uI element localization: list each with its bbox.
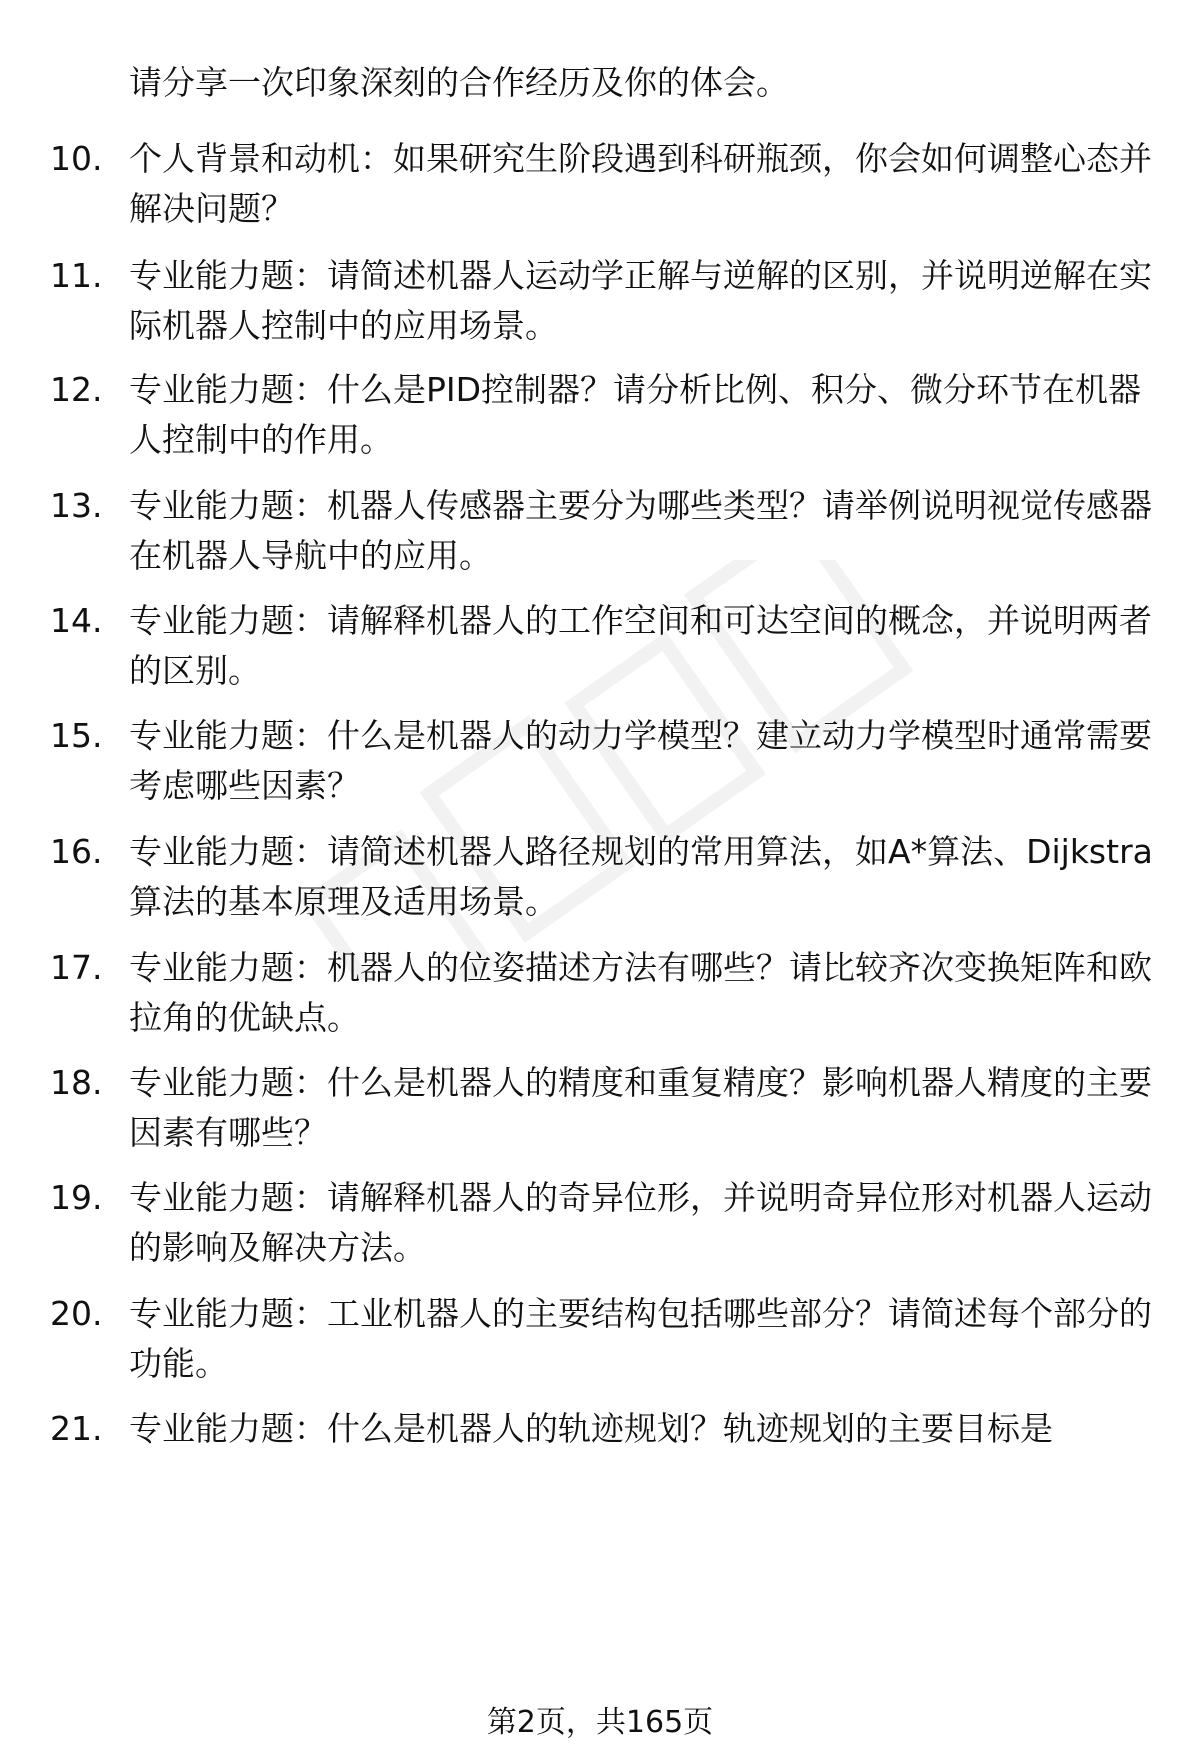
question-text: 专业能力题：请解释机器人的奇异位形，并说明奇异位形对机器人运动的影响及解决方法。: [129, 1178, 1152, 1267]
question-item: [50, 1404, 1150, 1454]
question-number: 14.: [50, 601, 103, 640]
question-item: [50, 481, 1150, 581]
question-number: 12.: [50, 370, 103, 409]
question-number: 18.: [50, 1063, 103, 1102]
question-item: [50, 596, 1150, 696]
question-item: [50, 827, 1153, 927]
question-item: [50, 134, 1150, 234]
question-text: 专业能力题：请解释机器人的工作空间和可达空间的概念，并说明两者的区别。: [129, 601, 1152, 690]
question-number: 21.: [50, 1409, 103, 1448]
question-item: [50, 1058, 1150, 1158]
question-item: [50, 365, 1150, 465]
question-item: [50, 711, 1150, 811]
question-number: 19.: [50, 1178, 103, 1217]
question-text: 专业能力题：请简述机器人路径规划的常用算法，如A*算法、Dijkstra算法的基本原理及适用场景。: [129, 832, 1153, 921]
question-number: 20.: [50, 1294, 103, 1333]
question-text: 个人背景和动机：如果研究生阶段遇到科研瓶颈，你会如何调整心态并解决问题？: [129, 139, 1152, 228]
continuation-text: 请分享一次印象深刻的合作经历及你的体会。: [129, 63, 789, 102]
question-text: 专业能力题：机器人的位姿描述方法有哪些？请比较齐次变换矩阵和欧拉角的优缺点。: [129, 948, 1152, 1037]
question-item: [50, 943, 1150, 1043]
question-number: 11.: [50, 256, 103, 295]
question-number: 16.: [50, 832, 103, 871]
question-item: [50, 251, 1150, 351]
question-text: 专业能力题：机器人传感器主要分为哪些类型？请举例说明视觉传感器在机器人导航中的应用。: [129, 486, 1152, 575]
question-number: 10.: [50, 139, 103, 178]
question-item: [50, 1289, 1150, 1389]
question-number: 13.: [50, 486, 103, 525]
question-number: 15.: [50, 716, 103, 755]
question-text: 专业能力题：工业机器人的主要结构包括哪些部分？请简述每个部分的功能。: [129, 1294, 1152, 1383]
question-text: 专业能力题：什么是PID控制器？请分析比例、积分、微分环节在机器人控制中的作用。: [129, 370, 1142, 459]
question-text: 专业能力题：什么是机器人的轨迹规划？轨迹规划的主要目标是: [129, 1409, 1053, 1448]
page-footer: 第2页，共165页: [486, 1705, 714, 1740]
question-text: 专业能力题：什么是机器人的动力学模型？建立动力学模型时通常需要考虑哪些因素？: [129, 716, 1152, 805]
question-text: 专业能力题：什么是机器人的精度和重复精度？影响机器人精度的主要因素有哪些？: [129, 1063, 1152, 1152]
question-text: 专业能力题：请简述机器人运动学正解与逆解的区别，并说明逆解在实际机器人控制中的应用场景。: [129, 256, 1152, 345]
question-item: [50, 1173, 1150, 1273]
question-number: 17.: [50, 948, 103, 987]
